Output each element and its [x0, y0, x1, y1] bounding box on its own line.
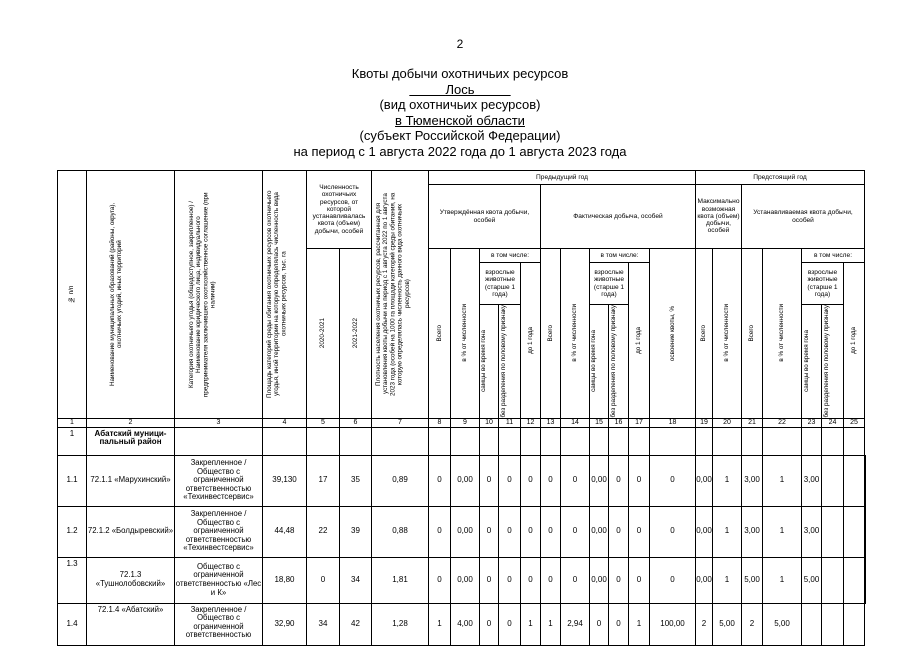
row-value: 0,00	[590, 506, 609, 557]
header-set-under1: до 1 года	[844, 263, 865, 419]
table-row	[58, 603, 866, 645]
row-value: 0,00	[590, 455, 609, 506]
row-value: 32,90	[263, 603, 307, 645]
header-prev-nosex: без разделения по половому признаку	[499, 305, 521, 419]
row-value: 0,89	[372, 455, 429, 506]
header-year-2020: 2020-2021	[307, 249, 340, 419]
row-value: 0	[521, 557, 541, 603]
row-value: 5,00	[763, 603, 802, 645]
row-value: 1	[763, 506, 802, 557]
header-prev-under1: до 1 года	[521, 263, 541, 419]
row-value: 39	[340, 506, 372, 557]
column-number: 19	[696, 418, 713, 427]
row-value: 34	[307, 603, 340, 645]
header-density: Плотность населения охотничьих ресурсов, рассчитанная для установления квоты добычи на период с 1 августа 2022 по 1 августа 2023 года (особей на 1000 га площади категорий среды обитания, на которую определялась численность данного вида охотничьих ресурсов)	[372, 171, 429, 419]
header-act-under1: до 1 года	[629, 263, 650, 419]
table-row	[58, 557, 866, 603]
row-value: 0	[609, 557, 629, 603]
column-number: 23	[802, 418, 822, 427]
row-value	[865, 557, 866, 603]
row-value: 0	[541, 455, 561, 506]
header-area: Площадь категорий среды обитания охотничьих ресурсов охотничьего угодья, иной территории на которую определялась численность вида охотничьих ресурсов, тыс. га	[263, 171, 307, 419]
row-value: 1,28	[372, 603, 429, 645]
header-set-nosex: без разделения по половому признаку	[822, 305, 844, 419]
column-number: 16	[609, 418, 629, 427]
row-value: 35	[340, 455, 372, 506]
row-value: 0	[480, 603, 499, 645]
column-number: 9	[451, 418, 480, 427]
header-set-adults: взрослые животные (старше 1 года)	[802, 263, 844, 305]
row-value: 0	[499, 506, 521, 557]
row-category: Закрепленное / Общество с ограниченной ответственностью	[175, 603, 263, 645]
row-value: 1	[763, 557, 802, 603]
column-number: 14	[561, 418, 590, 427]
row-value	[844, 455, 865, 506]
row-value: 3,00	[742, 506, 763, 557]
header-mastered: освоение квоты, %	[650, 249, 696, 419]
row-value: 1	[541, 603, 561, 645]
header-act-rut: самцы во время гона	[590, 305, 609, 419]
column-number: 13	[541, 418, 561, 427]
row-value: 0	[650, 455, 696, 506]
row-value: 0,00	[696, 506, 713, 557]
header-prev-pct: в % от численности	[451, 249, 480, 419]
row-value	[802, 603, 822, 645]
row-value: 5,00	[802, 557, 822, 603]
species-line	[230, 82, 690, 98]
column-number: 8	[429, 418, 451, 427]
column-number: 11	[499, 418, 521, 427]
header-act-total: Всего	[541, 249, 561, 419]
row-value	[844, 557, 865, 603]
header-max-total: Всего	[696, 249, 713, 419]
header-set-pct: в % от численности	[763, 249, 802, 419]
row-value: 1	[763, 455, 802, 506]
row-value: 0	[650, 506, 696, 557]
header-act-nosex: без разделения по половому признаку	[609, 305, 629, 419]
section-row	[58, 427, 866, 455]
header-act-adults: взрослые животные (старше 1 года)	[590, 263, 629, 305]
page-number: 2	[456, 37, 464, 51]
row-value: 1	[713, 557, 742, 603]
table-row	[58, 506, 866, 557]
column-number: 20	[713, 418, 742, 427]
column-number: 24	[822, 418, 844, 427]
row-number: 1.1	[58, 455, 87, 506]
row-value: 0,00	[590, 557, 609, 603]
row-name: 72.1.2 «Болдыревский»	[87, 506, 175, 557]
header-act-pct: в % от численности	[561, 249, 590, 419]
column-number: 4	[263, 418, 307, 427]
row-value: 0	[609, 455, 629, 506]
section-number: 1	[58, 427, 87, 455]
title-block	[230, 66, 690, 159]
column-number: 3	[175, 418, 263, 427]
row-value: 0	[307, 557, 340, 603]
row-value: 1	[429, 603, 451, 645]
row-value: 1,81	[372, 557, 429, 603]
row-value: 0	[499, 603, 521, 645]
row-value	[844, 506, 865, 557]
row-value: 0	[609, 603, 629, 645]
header-population: Численность охотничьих ресурсов, от которой устанавливалась квота (объем) добычи, особей	[307, 171, 372, 249]
column-number: 15	[590, 418, 609, 427]
row-value: 100,00	[650, 603, 696, 645]
row-value	[844, 603, 865, 645]
column-number: 21	[742, 418, 763, 427]
column-number: 6	[340, 418, 372, 427]
table-body	[58, 455, 866, 645]
quota-table	[57, 170, 866, 646]
column-number-row	[58, 418, 866, 427]
row-value: 0	[521, 455, 541, 506]
species-name: Лось	[445, 81, 475, 97]
row-value	[865, 455, 866, 506]
row-value: 0	[590, 603, 609, 645]
row-name: 72.1.4 «Абатский»	[87, 603, 175, 645]
row-value: 0	[429, 455, 451, 506]
row-value: 2,94	[561, 603, 590, 645]
table-row	[58, 455, 866, 506]
row-value: 1	[521, 603, 541, 645]
row-value: 42	[340, 603, 372, 645]
row-value: 0	[429, 557, 451, 603]
row-value: 0	[429, 506, 451, 557]
row-value: 0,88	[372, 506, 429, 557]
column-number: 17	[629, 418, 650, 427]
row-value: 17	[307, 455, 340, 506]
row-value: 0	[521, 506, 541, 557]
row-value: 0	[499, 455, 521, 506]
header-max-pct: в % от численности	[713, 249, 742, 419]
header-num: № п/п	[58, 171, 87, 419]
row-name: 72.1.1 «Марухинский»	[87, 455, 175, 506]
row-value	[822, 455, 844, 506]
header-approved-quota: Утверждённая квота добычи, особей	[429, 185, 541, 249]
header-prev-incl: в том числе:	[480, 249, 541, 263]
row-value: 5,00	[742, 557, 763, 603]
column-number: 12	[521, 418, 541, 427]
row-value: 18,80	[263, 557, 307, 603]
header-set-rut: самцы во время гона	[802, 305, 822, 419]
period-line: на период с 1 августа 2022 года до 1 августа 2023 года	[293, 143, 627, 159]
column-number: 7	[372, 418, 429, 427]
column-number: 25	[844, 418, 865, 427]
row-category: Закрепленное / Общество с ограниченной ответственностью «Техинвестсервис»	[175, 455, 263, 506]
row-value: 3,00	[802, 506, 822, 557]
row-value: 0	[561, 506, 590, 557]
row-category: Закрепленное / Общество с ограниченной ответственностью «Техинвестсервис»	[175, 506, 263, 557]
header-actual-harvest: Фактическая добыча, особей	[541, 185, 696, 249]
column-number: 18	[650, 418, 696, 427]
row-value: 0,00	[696, 455, 713, 506]
row-value	[822, 557, 844, 603]
row-value: 0	[609, 506, 629, 557]
row-value: 2	[742, 603, 763, 645]
row-value: 1	[713, 455, 742, 506]
header-prev-adults: взрослые животные (старше 1 года)	[480, 263, 521, 305]
column-number: 22	[763, 418, 802, 427]
section-name: Абатский муници-пальный район	[87, 427, 175, 455]
header-prev-year: Предыдущий год	[429, 171, 696, 185]
header-act-incl: в том числе:	[590, 249, 650, 263]
column-number: 2	[87, 418, 175, 427]
header-municipality: Наименование муниципальных образований (районы, округа), охотничьих угодий, иных территорий	[87, 171, 175, 419]
row-value: 0,00	[451, 455, 480, 506]
header-max-quota: Максимально возможная квота (объем) добычи, особей	[696, 185, 742, 249]
header-prev-rut: самцы во время гона	[480, 305, 499, 419]
row-value: 2	[696, 603, 713, 645]
row-value: 0	[650, 557, 696, 603]
row-value	[822, 603, 844, 645]
row-value: 5,00	[713, 603, 742, 645]
row-value: 0	[499, 557, 521, 603]
row-value: 22	[307, 506, 340, 557]
row-value	[822, 506, 844, 557]
region-name: в Тюменской области	[395, 112, 525, 128]
row-value: 0	[480, 557, 499, 603]
header-set-incl: в том числе:	[802, 249, 865, 263]
row-value: 0	[480, 455, 499, 506]
row-category: Общество с ограниченной ответственностью «Лес и К»	[175, 557, 263, 603]
column-number: 10	[480, 418, 499, 427]
row-value: 4,00	[451, 603, 480, 645]
title-heading: Квоты добычи охотничьих ресурсов	[351, 66, 569, 81]
row-value: 0	[541, 506, 561, 557]
row-value: 1	[713, 506, 742, 557]
row-value: 0	[541, 557, 561, 603]
region-caption: (субъект Российской Федерации)	[359, 128, 561, 143]
row-value: 0	[561, 557, 590, 603]
row-value: 34	[340, 557, 372, 603]
row-value: 0,00	[696, 557, 713, 603]
row-value: 0	[629, 455, 650, 506]
species-caption: (вид охотничьих ресурсов)	[379, 97, 541, 112]
row-value: 39,130	[263, 455, 307, 506]
column-number: 1	[58, 418, 87, 427]
row-name: 72.1.3 «Тушнолобовский»	[87, 557, 175, 603]
row-value: 3,00	[802, 455, 822, 506]
row-number: 1.3	[58, 557, 87, 603]
row-number: 1.4	[58, 603, 87, 645]
row-value: 0,00	[451, 557, 480, 603]
row-value: 1	[629, 603, 650, 645]
header-category: Категория охотничьего угодья (общедоступное, закрепленное) / Наименование юридического лица, индивидуального предпринимателя заключившего охотхозяйственное соглашение (при наличии)	[175, 171, 263, 419]
header-year-2021: 2021-2022	[340, 249, 372, 419]
row-value: 44,48	[263, 506, 307, 557]
row-number: 1.2	[58, 506, 87, 557]
row-value: 0,00	[451, 506, 480, 557]
header-set-quota: Устанавливаемая квота добычи, особей	[742, 185, 865, 249]
row-value: 0	[561, 455, 590, 506]
row-value: 3,00	[742, 455, 763, 506]
row-value: 0	[480, 506, 499, 557]
row-value: 0	[629, 506, 650, 557]
header-prev-total: Всего	[429, 249, 451, 419]
header-next-year: Предстоящий год	[696, 171, 865, 185]
row-value	[865, 506, 866, 557]
header-set-total: Всего	[742, 249, 763, 419]
row-value: 0	[629, 557, 650, 603]
column-number: 5	[307, 418, 340, 427]
